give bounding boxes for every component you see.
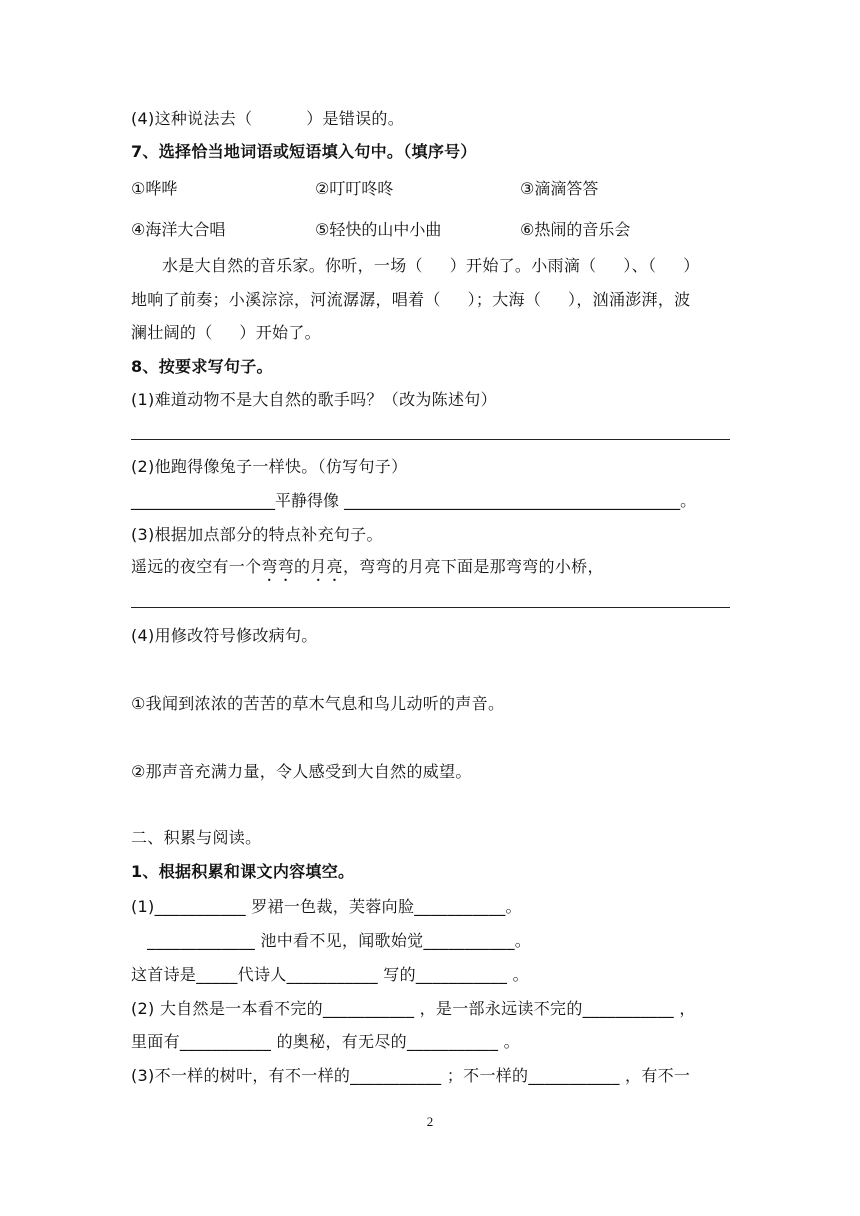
- q7-4-line: (4)这种说法去（ ）是错误的。: [131, 109, 405, 128]
- s2-q1-heading: 1、根据积累和课文内容填空。: [131, 862, 355, 881]
- q8-4-sentence-1: ①我闻到浓浓的苦苦的草木气息和鸟儿动听的声音。: [131, 694, 505, 713]
- q8-3-prompt: (3)根据加点部分的特点补充句子。: [131, 525, 383, 544]
- sentence-text: 的: [294, 557, 311, 576]
- q8-2-prompt: (2)他跑得像兔子一样快。（仿写句子）: [131, 457, 408, 476]
- poem-line-2: _____________ 池中看不见，闻歌始觉___________。: [131, 931, 532, 950]
- answer-line: [131, 439, 730, 440]
- emphasized-text: 月亮: [310, 557, 343, 576]
- q8-heading: 8、按要求写句子。: [131, 357, 273, 376]
- section-2-heading: 二、积累与阅读。: [131, 828, 262, 847]
- q8-2-blank-line: __________________平静得像 __________________________________________。: [131, 491, 697, 510]
- q8-1-prompt: (1)难道动物不是大自然的歌手吗？（改为陈述句）: [131, 390, 497, 409]
- option-3: ③滴滴答答: [520, 179, 599, 198]
- option-1: ①哗哗: [131, 179, 178, 198]
- sentence-text: 遥远的夜空有一个: [131, 557, 262, 576]
- q7-heading: 7、选择恰当地词语或短语填入句中。（填序号）: [131, 142, 477, 161]
- paragraph-line-2: 地响了前奏；小溪淙淙，河流潺潺，唱着（ ）；大海（ ），汹涌澎湃，波: [131, 290, 691, 309]
- q8-4-prompt: (4)用修改符号修改病句。: [131, 626, 318, 645]
- poem-author-line: 这首诗是_____代诗人___________ 写的___________ 。: [131, 965, 529, 984]
- emphasized-text: 弯弯: [261, 557, 295, 576]
- option-2: ②叮叮咚咚: [315, 179, 394, 198]
- paragraph-line-3: 澜壮阔的（ ）开始了。: [131, 323, 321, 342]
- page-number: 2: [426, 1114, 434, 1129]
- poem-line-1: (1)___________ 罗裙一色裁，芙蓉向脸___________。: [131, 897, 522, 916]
- s2-q3-line: (3)不一样的树叶，有不一样的___________ ；不一样的___________ ，有不一: [131, 1066, 691, 1085]
- s2-q2-line-2: 里面有___________ 的奥秘，有无尽的___________ 。: [131, 1032, 520, 1051]
- q8-3-sentence: [131, 556, 604, 585]
- option-6: ⑥热闹的音乐会: [520, 220, 631, 239]
- paragraph-line-1: 水是大自然的音乐家。你听，一场（ ）开始了。小雨滴（ ）、（ ）: [162, 256, 700, 275]
- option-4: ④海洋大合唱: [131, 220, 226, 239]
- q8-4-sentence-2: ②那声音充满力量，令人感受到大自然的威望。: [131, 762, 472, 781]
- option-5: ⑤轻快的山中小曲: [315, 220, 442, 239]
- sentence-text: ，弯弯的月亮下面是那弯弯的小桥，: [342, 557, 604, 576]
- s2-q2-line-1: (2) 大自然是一本看不完的___________ ，是一部永远读不完的___________ ，: [131, 999, 696, 1018]
- answer-line: [131, 607, 730, 608]
